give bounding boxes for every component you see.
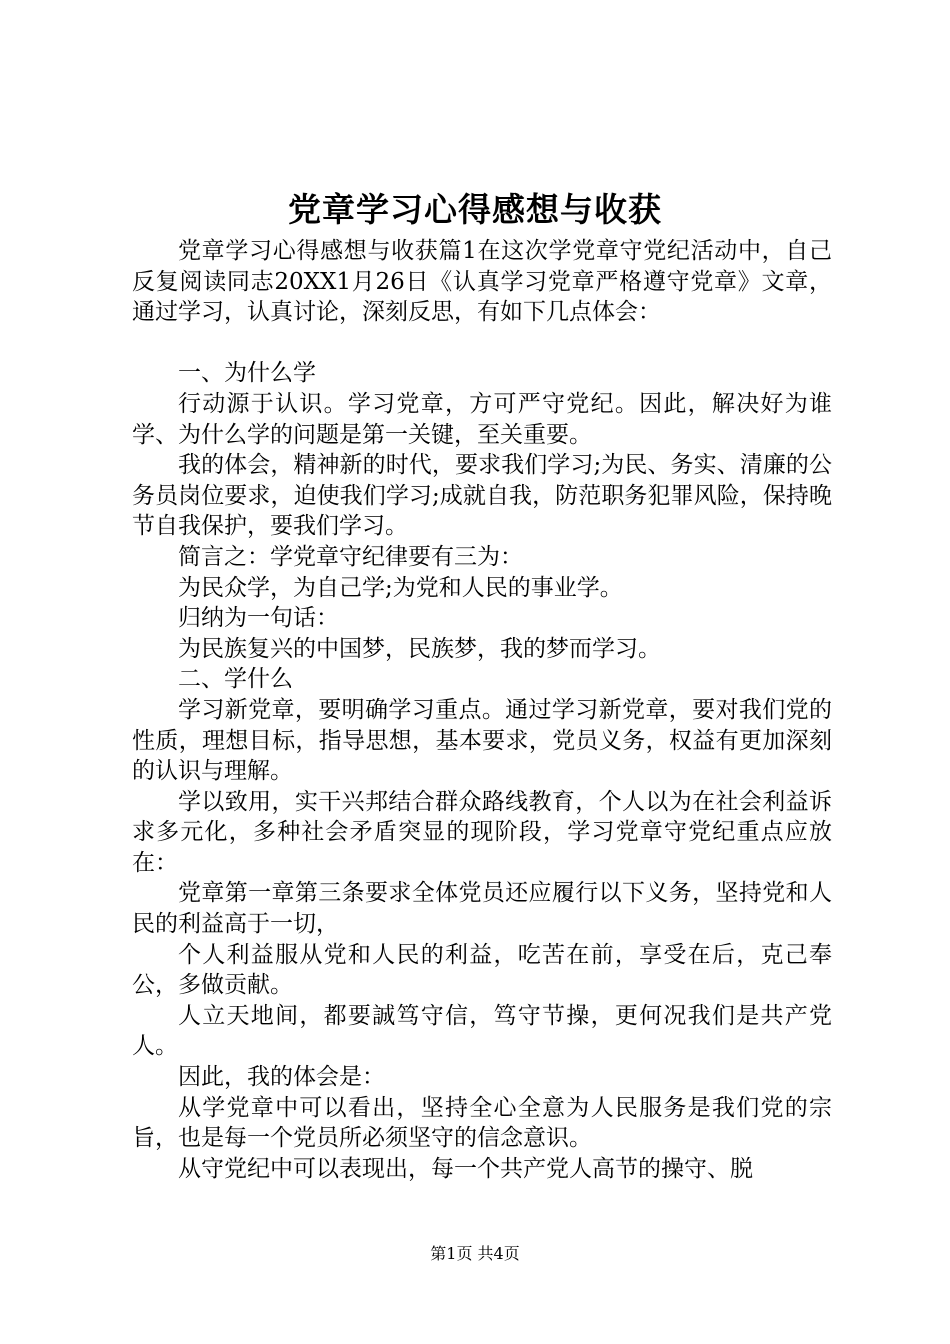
section-heading-why: 一、为什么学 — [178, 360, 316, 387]
body-paragraph: 党章第一章第三条要求全体党员还应履行以下义务，坚持党和人民的利益高于一切， — [132, 880, 832, 938]
body-paragraph: 学习新党章，要明确学习重点。通过学习新党章，要对我们党的性质，理想目标，指导思想，基本要求，党员义务，权益有更加深刻的认识与理解。 — [132, 696, 832, 785]
body-paragraph: 行动源于认识。学习党章，方可严守党纪。因此，解决好为谁学、为什么学的问题是第一关键，至关重要。 — [132, 390, 832, 448]
body-paragraph: 从学党章中可以看出，坚持全心全意为人民服务是我们党的宗旨，也是每一个党员所必须坚守的信念意识。 — [132, 1094, 832, 1152]
intro-paragraph: 党章学习心得感想与收获篇1在这次学党章守党纪活动中，自己反复阅读同志20XX1月26日《认真学习党章严格遵守党章》文章，通过学习，认真讨论，深刻反思，有如下几点体会： — [132, 238, 832, 326]
body-paragraph: 学以致用，实干兴邦结合群众路线教育，个人以为在社会利益诉求多元化，多种社会矛盾突显的现阶段，学习党章守党纪重点应放在： — [132, 788, 832, 876]
body-paragraph: 从守党纪中可以表现出，每一个共产党人高节的操守、脱 — [178, 1155, 753, 1182]
body-paragraph: 归纳为一句话： — [178, 605, 339, 632]
body-paragraph: 简言之：学党章守纪律要有三为： — [178, 543, 523, 570]
section-heading-what: 二、学什么 — [178, 666, 293, 693]
document-title: 党章学习心得感想与收获 — [288, 190, 662, 229]
page-number-footer: 第1页 共4页 — [430, 1244, 520, 1263]
body-paragraph: 因此，我的体会是： — [178, 1064, 385, 1091]
body-paragraph: 个人利益服从党和人民的利益，吃苦在前，享受在后，克己奉公，多做贡献。 — [132, 941, 832, 999]
body-paragraph: 为民众学，为自己学;为党和人民的事业学。 — [178, 574, 623, 601]
document-body — [132, 236, 832, 1184]
body-paragraph: 我的体会，精神新的时代，要求我们学习;为民、务实、清廉的公务员岗位要求，迫使我们学习;成就自我，防范职务犯罪风险，保持晚节自我保护，要我们学习。 — [132, 452, 832, 540]
blank-line — [132, 328, 832, 359]
body-paragraph: 为民族复兴的中国梦，民族梦，我的梦而学习。 — [178, 635, 661, 662]
body-paragraph: 人立天地间，都要誠笃守信，笃守节操，更何况我们是共产党人。 — [132, 1002, 832, 1060]
